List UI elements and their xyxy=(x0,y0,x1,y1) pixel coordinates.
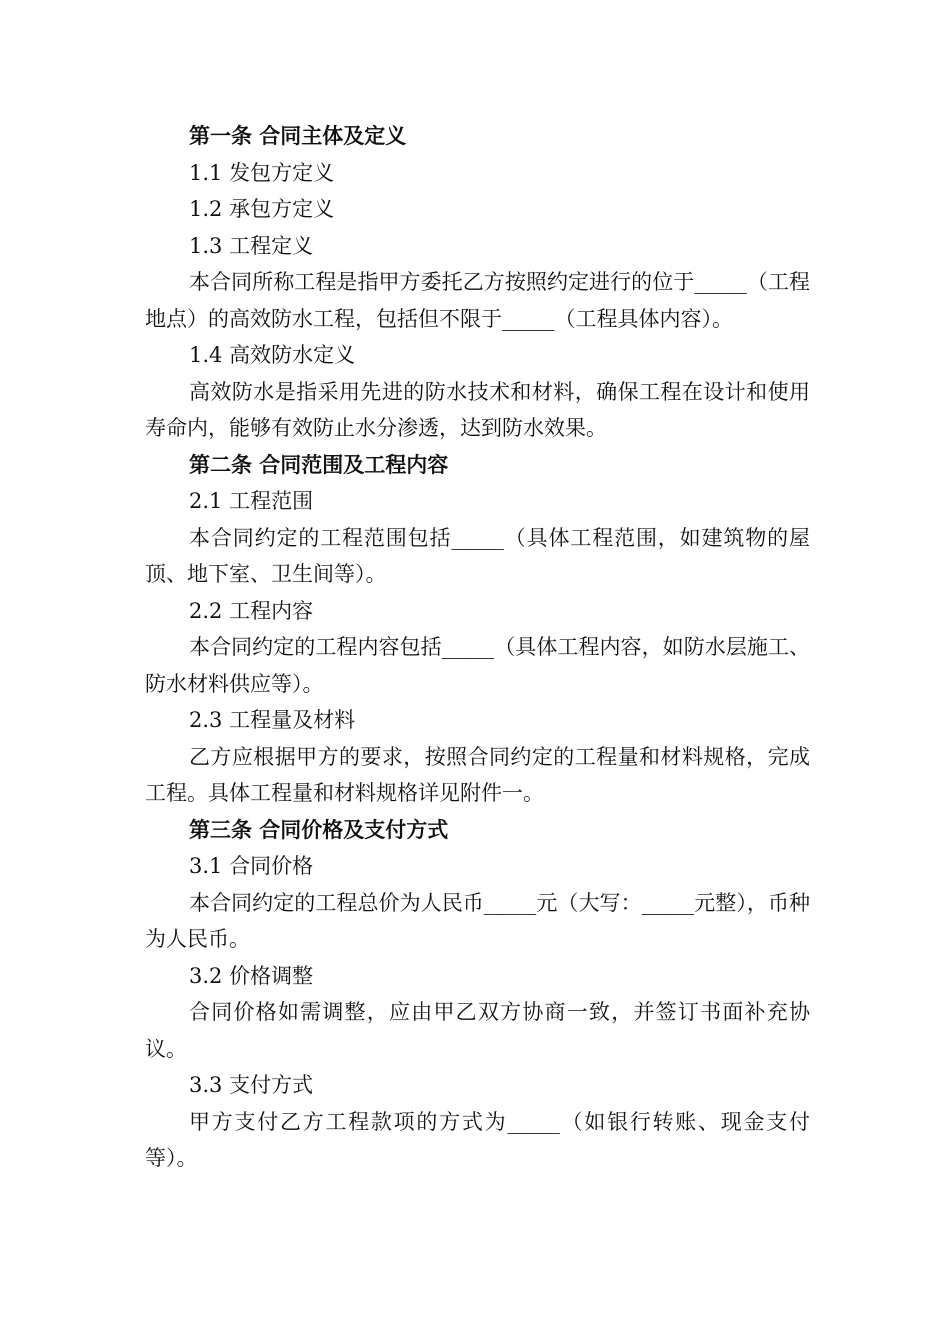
clause-title-1-1: 1.1 发包方定义 xyxy=(189,160,335,185)
clause-title-3-3: 3.3 支付方式 xyxy=(189,1073,314,1097)
clause-body-2-3: 乙方应根据甲方的要求，按照合同约定的工程量和材料规格，完成工程。具体工程量和材料规格详见附件一。 xyxy=(145,744,810,805)
clause-body-3-3: 甲方支付乙方工程款项的方式为_____（如银行转账、现金支付等）。 xyxy=(145,1109,810,1170)
clause-title-2-1: 2.1 工程范围 xyxy=(189,489,314,513)
section-heading-1: 第一条 合同主体及定义 xyxy=(189,124,407,148)
clause-body-1-4: 高效防水是指采用先进的防水技术和材料，确保工程在设计和使用寿命内，能够有效防止水分渗透，达到防水效果。 xyxy=(145,379,810,440)
section-heading-2: 第二条 合同范围及工程内容 xyxy=(189,452,449,477)
clause-title-1-3: 1.3 工程定义 xyxy=(189,233,314,258)
clause-title-3-2: 3.2 价格调整 xyxy=(189,963,314,988)
clause-title-1-2: 1.2 承包方定义 xyxy=(189,197,335,221)
clause-body-2-2: 本合同约定的工程内容包括_____（具体工程内容，如防水层施工、防水材料供应等）。 xyxy=(145,635,810,696)
clause-title-3-1: 3.1 合同价格 xyxy=(189,854,314,878)
clause-body-3-1: 本合同约定的工程总价为人民币_____元（大写：_____元整），币种为人民币。 xyxy=(145,890,810,951)
clause-title-2-3: 2.3 工程量及材料 xyxy=(189,708,356,732)
clause-title-1-4: 1.4 高效防水定义 xyxy=(189,343,356,367)
contract-page xyxy=(145,118,810,1177)
clause-title-2-2: 2.2 工程内容 xyxy=(189,598,314,623)
clause-body-1-3: 本合同所称工程是指甲方委托乙方按照约定进行的位于_____（工程地点）的高效防水工程，包括但不限于_____（工程具体内容）。 xyxy=(145,270,810,331)
clause-body-2-1: 本合同约定的工程范围包括_____（具体工程范围，如建筑物的屋顶、地下室、卫生间等）。 xyxy=(145,525,810,586)
clause-body-3-2: 合同价格如需调整，应由甲乙双方协商一致，并签订书面补充协议。 xyxy=(145,1000,810,1061)
section-heading-3: 第三条 合同价格及支付方式 xyxy=(189,817,449,842)
